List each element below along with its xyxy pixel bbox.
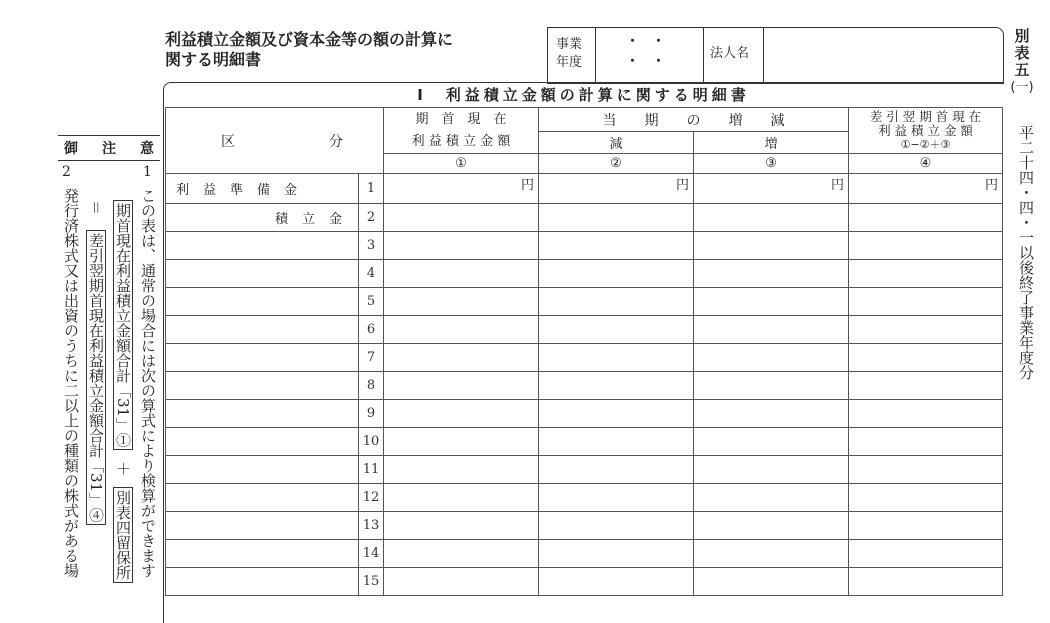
row-label[interactable] — [166, 428, 359, 456]
amount-cell[interactable] — [384, 344, 539, 372]
amount-cell[interactable] — [539, 260, 694, 288]
row-number: 9 — [359, 400, 384, 428]
amount-cell[interactable] — [539, 400, 694, 428]
formula-box-opening: 期首現在利益積立金額合計「31」① — [113, 200, 133, 450]
amount-cell[interactable] — [849, 372, 1003, 400]
amount-cell[interactable] — [694, 316, 849, 344]
amount-cell[interactable] — [694, 568, 849, 596]
table-row — [166, 288, 1003, 316]
header-decrease: 減 — [539, 132, 694, 154]
formula-equals: ＝ — [87, 200, 105, 216]
header-kubun — [166, 108, 384, 174]
title-line-2: 関する明細書 — [165, 50, 262, 69]
header-opening-line1: 期 首 現 在 — [415, 111, 507, 127]
amount-cell[interactable] — [849, 174, 1003, 204]
row-label[interactable] — [166, 204, 359, 232]
amount-cell[interactable] — [384, 428, 539, 456]
era-label: 平二十四・四・一以後終了事業年度分 — [1017, 125, 1035, 380]
amount-cell[interactable] — [539, 540, 694, 568]
col-num-4: ④ — [849, 154, 1003, 174]
yen-unit: 円 — [520, 178, 534, 193]
note-2-text: 発行済株式又は出資のうちに二以上の種類の株式がある場 — [62, 188, 80, 578]
amount-cell[interactable] — [384, 288, 539, 316]
row-label[interactable] — [166, 400, 359, 428]
notes-heading-char: 意 — [140, 141, 154, 157]
amount-cell[interactable] — [384, 512, 539, 540]
row-label[interactable] — [166, 484, 359, 512]
amount-cell[interactable] — [849, 288, 1003, 316]
amount-cell[interactable] — [694, 288, 849, 316]
row-number: 15 — [359, 568, 384, 596]
amount-cell[interactable] — [539, 372, 694, 400]
fiscal-year-input[interactable] — [596, 28, 704, 83]
amount-cell[interactable] — [694, 540, 849, 568]
row-label[interactable] — [166, 344, 359, 372]
amount-cell[interactable] — [849, 568, 1003, 596]
amount-cell[interactable] — [384, 232, 539, 260]
table-row — [166, 484, 1003, 512]
header-closing-line2: 利 益 積 立 金 額 — [878, 122, 973, 138]
amount-cell[interactable] — [539, 344, 694, 372]
note-number-2: 2 — [62, 164, 71, 180]
row-label-text: 積立金 — [274, 212, 356, 227]
amount-cell[interactable] — [694, 428, 849, 456]
form-id-char: 表 — [1014, 44, 1030, 62]
amount-cell[interactable] — [539, 456, 694, 484]
note-1-formula-line1 — [112, 200, 134, 583]
corp-name-label-cell — [704, 28, 764, 83]
formula-box-retained: 別表四留保所 — [113, 487, 133, 583]
row-number: 2 — [359, 204, 384, 232]
table-row — [166, 540, 1003, 568]
form-id-char: 別 — [1014, 27, 1030, 45]
amount-cell[interactable] — [384, 568, 539, 596]
amount-cell[interactable] — [694, 344, 849, 372]
row-number: 5 — [359, 288, 384, 316]
row-number: 1 — [359, 174, 384, 204]
yen-unit: 円 — [984, 178, 998, 193]
header-bun-text: 分 — [329, 133, 343, 150]
amount-cell[interactable] — [539, 316, 694, 344]
table-row — [166, 428, 1003, 456]
table-row — [166, 174, 1003, 204]
note-number-1: 1 — [143, 164, 152, 180]
amount-cell[interactable] — [384, 484, 539, 512]
amount-cell[interactable] — [384, 540, 539, 568]
header-kubun-text: 区 — [221, 133, 235, 150]
note-1-text: この表は、通常の場合には次の算式により検算ができます — [139, 188, 157, 578]
row-number: 10 — [359, 428, 384, 456]
yen-unit: 円 — [830, 178, 844, 193]
amount-cell[interactable] — [384, 174, 539, 204]
amount-cell[interactable] — [384, 316, 539, 344]
amount-cell[interactable] — [849, 456, 1003, 484]
row-label[interactable] — [166, 232, 359, 260]
row-label[interactable] — [166, 456, 359, 484]
amount-cell[interactable] — [849, 204, 1003, 232]
yen-unit: 円 — [675, 178, 689, 193]
amount-cell[interactable] — [694, 204, 849, 232]
fiscal-year-label-cell — [548, 28, 596, 83]
amount-cell[interactable] — [384, 204, 539, 232]
row-number: 7 — [359, 344, 384, 372]
row-number: 6 — [359, 316, 384, 344]
row-number: 4 — [359, 260, 384, 288]
header-closing — [849, 108, 1003, 154]
amount-cell[interactable] — [384, 260, 539, 288]
header-increase: 増 — [694, 132, 849, 154]
amount-cell[interactable] — [849, 484, 1003, 512]
notes-heading — [58, 135, 160, 161]
amount-cell[interactable] — [694, 174, 849, 204]
row-label[interactable] — [166, 372, 359, 400]
corp-name-label: 法人名 — [710, 46, 750, 61]
row-number: 11 — [359, 456, 384, 484]
header-opening-line2: 利 益 積 立 金 額 — [411, 133, 511, 149]
amount-cell[interactable] — [539, 484, 694, 512]
section-title-bar — [165, 82, 1002, 107]
table-row — [166, 372, 1003, 400]
row-number: 14 — [359, 540, 384, 568]
table-row — [166, 260, 1003, 288]
notes-heading-char: 注 — [102, 141, 116, 157]
table-row — [166, 512, 1003, 540]
amount-cell[interactable] — [694, 456, 849, 484]
col-num-2: ② — [539, 154, 694, 174]
amount-cell[interactable] — [384, 372, 539, 400]
amount-cell[interactable] — [694, 512, 849, 540]
fiscal-year-label-2: 年度 — [556, 55, 583, 70]
table-row — [166, 232, 1003, 260]
amount-cell[interactable] — [539, 232, 694, 260]
table-row — [166, 316, 1003, 344]
fiscal-year-label-1: 事業 — [556, 37, 583, 52]
col-num-3: ③ — [694, 154, 849, 174]
row-number: 8 — [359, 372, 384, 400]
row-number: 12 — [359, 484, 384, 512]
amount-cell[interactable] — [694, 260, 849, 288]
amount-cell[interactable] — [694, 400, 849, 428]
header-current: 当 期 の 増 減 — [539, 108, 849, 132]
form-id-char: 五 — [1014, 61, 1030, 79]
row-label[interactable] — [166, 512, 359, 540]
formula-box-closing: 差引翌期首現在利益積立金額合計「31」④ — [86, 230, 106, 525]
header-opening — [384, 108, 539, 154]
header-closing-line1: 差 引 翌 期 首 現 在 — [869, 108, 982, 124]
date-dots-1: ・ ・ — [626, 34, 666, 49]
amount-cell[interactable] — [539, 428, 694, 456]
row-number: 3 — [359, 232, 384, 260]
page-title — [165, 30, 453, 70]
amount-cell[interactable] — [694, 372, 849, 400]
table-row — [166, 568, 1003, 596]
amount-cell[interactable] — [384, 400, 539, 428]
formula-plus: ＋ — [114, 460, 132, 476]
row-label[interactable] — [166, 260, 359, 288]
row-label[interactable] — [166, 568, 359, 596]
amount-cell[interactable] — [849, 232, 1003, 260]
col-num-1: ① — [384, 154, 539, 174]
amount-cell[interactable] — [849, 260, 1003, 288]
header-closing-line3: ①−②＋③ — [900, 137, 951, 151]
form-id-char: (一) — [1010, 80, 1034, 95]
amount-cell[interactable] — [539, 288, 694, 316]
table-row — [166, 456, 1003, 484]
section-title: Ⅰ 利益積立金額の計算に関する明細書 — [417, 86, 750, 104]
row-label-text: 利益準備金 — [176, 183, 312, 198]
row-label[interactable] — [166, 174, 359, 204]
amount-cell[interactable] — [849, 400, 1003, 428]
amount-cell[interactable] — [849, 428, 1003, 456]
row-number: 13 — [359, 512, 384, 540]
form-id-label — [1010, 28, 1034, 96]
title-line-1: 利益積立金額及び資本金等の額の計算に — [165, 30, 454, 49]
note-1-formula-line2 — [85, 200, 107, 525]
corp-name-input[interactable] — [764, 28, 1003, 83]
amount-cell[interactable] — [694, 484, 849, 512]
retained-earnings-table — [165, 107, 1003, 596]
amount-cell[interactable] — [539, 174, 694, 204]
table-row — [166, 400, 1003, 428]
row-label[interactable] — [166, 540, 359, 568]
amount-cell[interactable] — [539, 512, 694, 540]
amount-cell[interactable] — [849, 540, 1003, 568]
amount-cell[interactable] — [849, 512, 1003, 540]
amount-cell[interactable] — [384, 456, 539, 484]
amount-cell[interactable] — [849, 344, 1003, 372]
date-dots-2: ・ ・ — [626, 54, 666, 69]
amount-cell[interactable] — [694, 232, 849, 260]
table-row — [166, 344, 1003, 372]
table-row — [166, 204, 1003, 232]
amount-cell[interactable] — [539, 568, 694, 596]
amount-cell[interactable] — [539, 204, 694, 232]
amount-cell[interactable] — [849, 316, 1003, 344]
row-label[interactable] — [166, 288, 359, 316]
row-label[interactable] — [166, 316, 359, 344]
notes-heading-char: 御 — [64, 141, 78, 157]
header-info-box — [547, 27, 1004, 84]
